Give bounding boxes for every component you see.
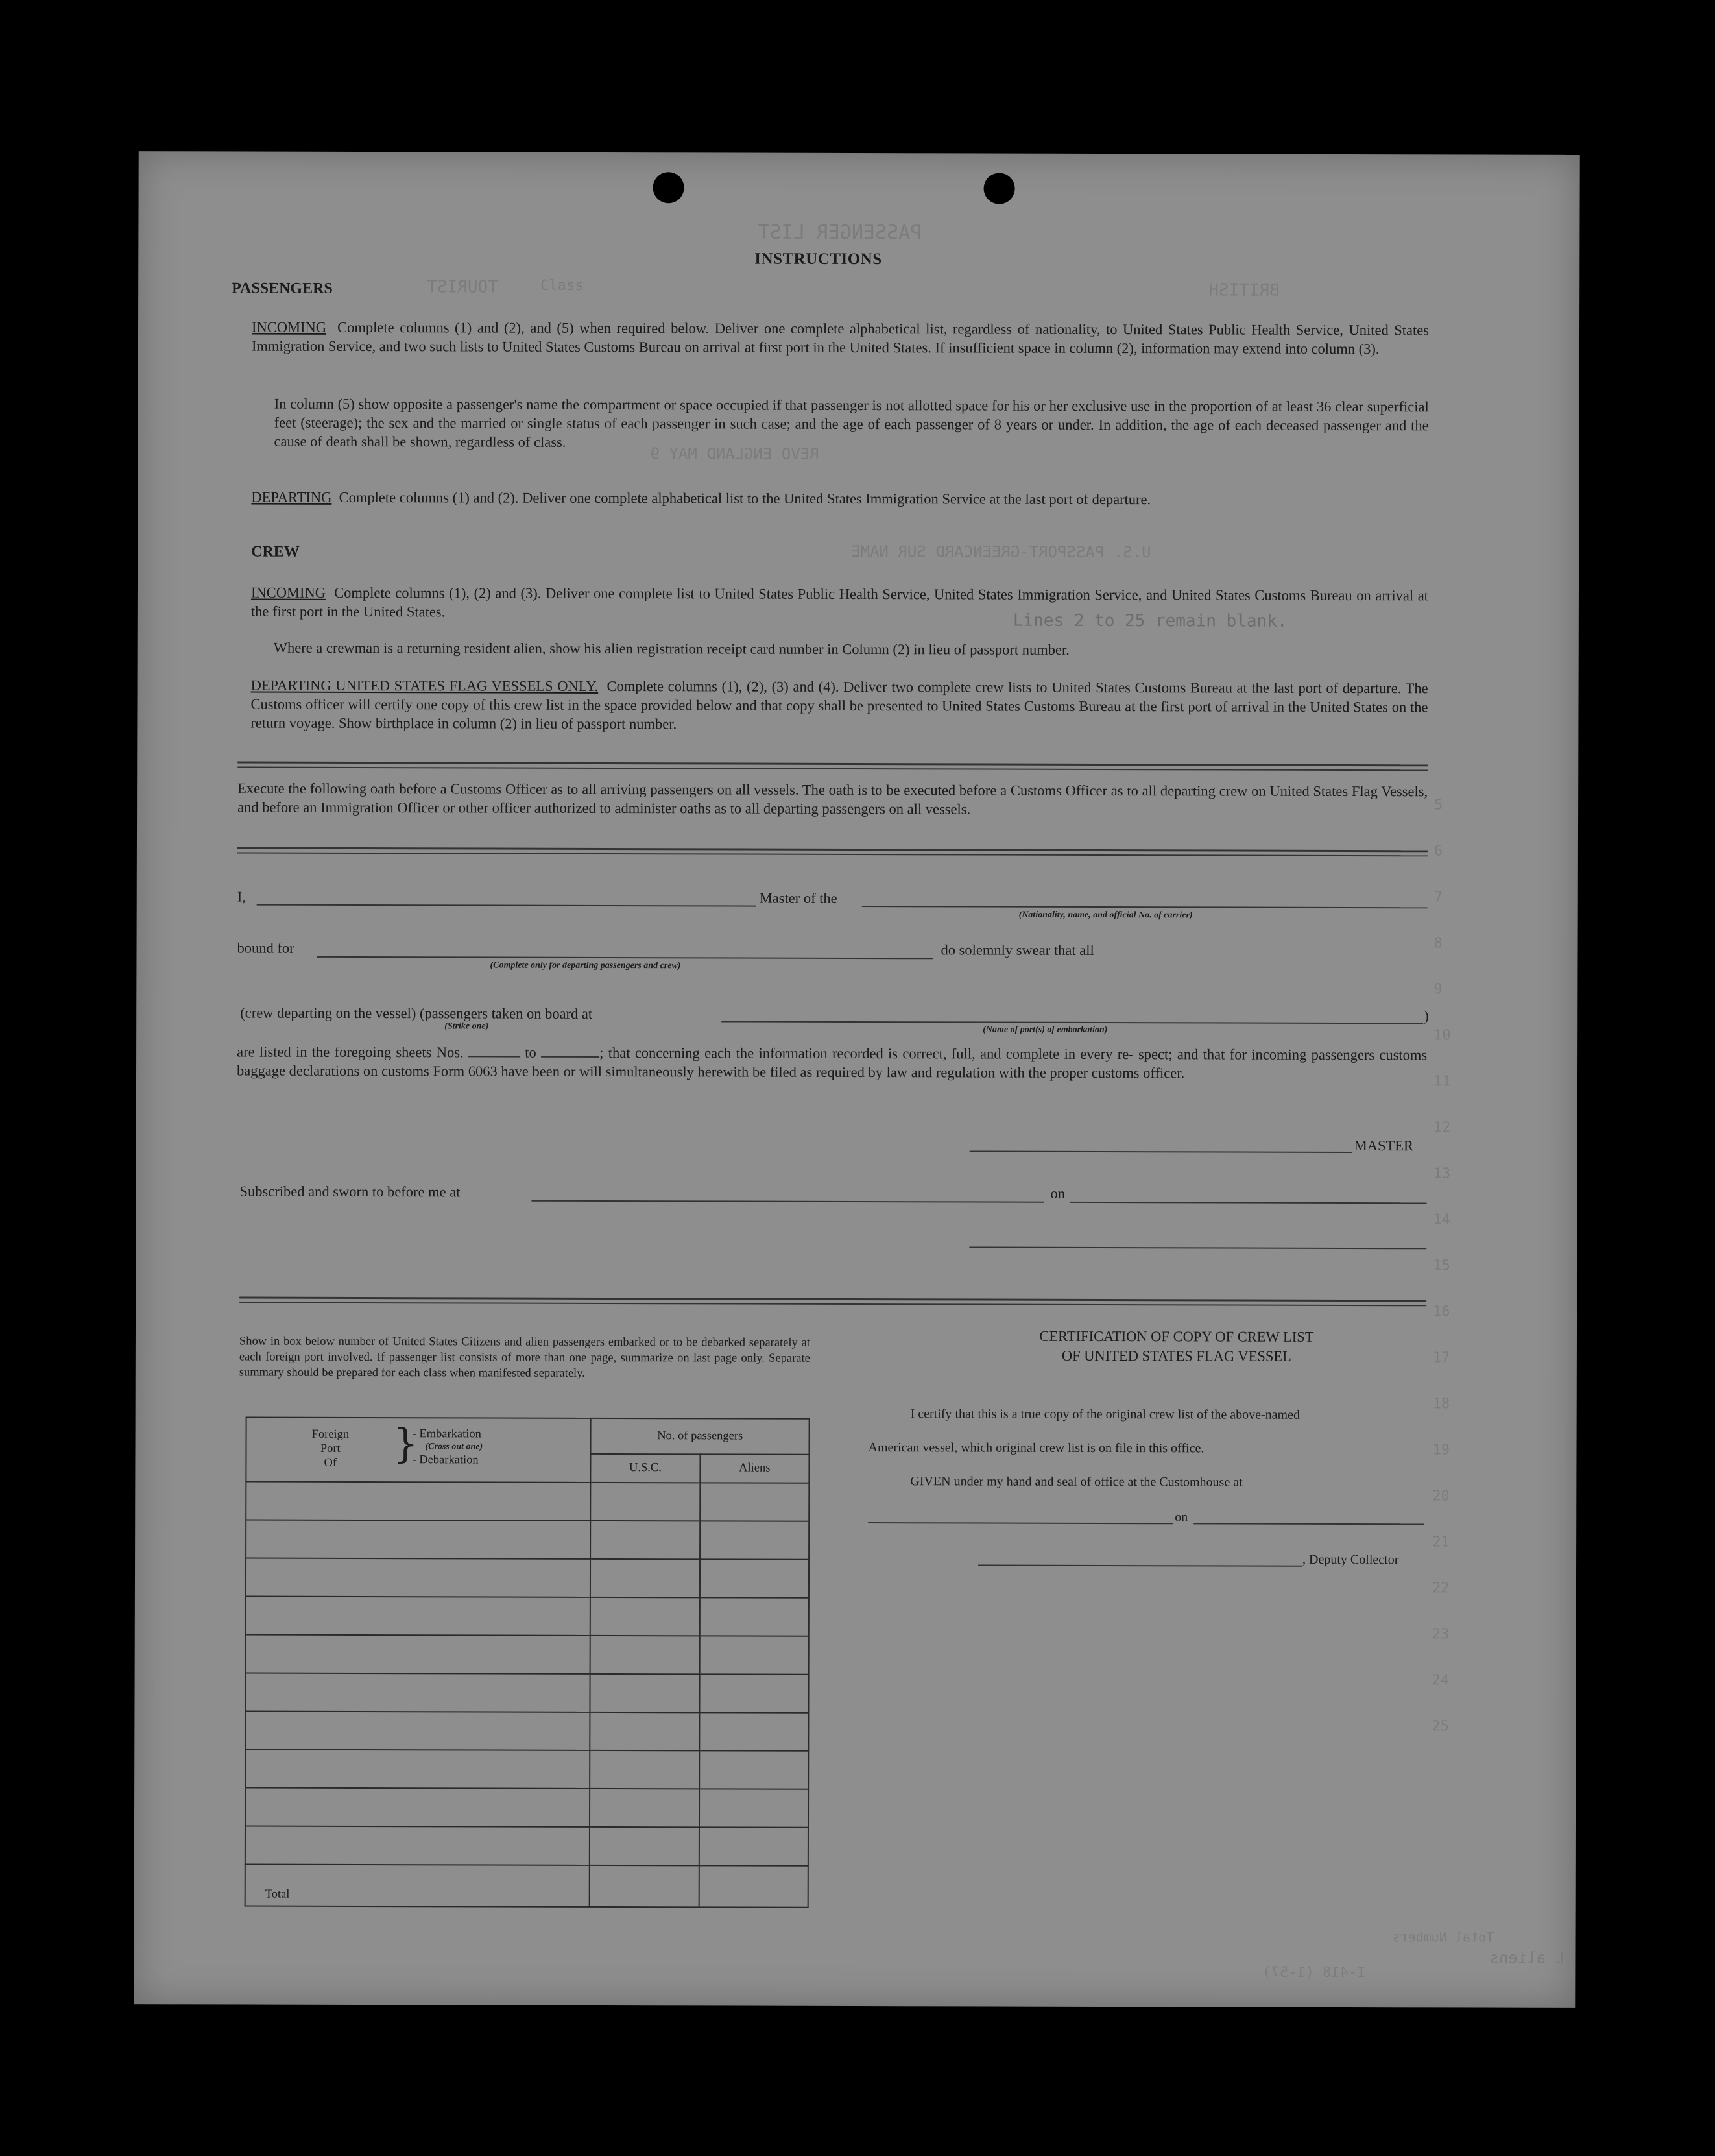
summary-usc-cell[interactable] (590, 1827, 699, 1865)
sheets-suffix: ; that concerning each the information recorded is correct, full, and complete in every re- (599, 1044, 1134, 1063)
crew-heading: CREW (251, 543, 300, 561)
aliens-header: Aliens (700, 1454, 809, 1483)
crew-resident-text: Where a crewman is a returning resident alien, show his alien registration receipt card number in Column (2) in lieu of passport number. (273, 639, 1070, 658)
bleed-line-number: 20 (1432, 1488, 1450, 1505)
summary-aliens-cell[interactable] (699, 1636, 808, 1674)
foreign-port-header (246, 1418, 591, 1483)
bleed-aliens: L aliens (1489, 1948, 1565, 1967)
certification-title-1: CERTIFICATION OF COPY OF CREW LIST (1039, 1327, 1314, 1345)
embarkation-label: - Embarkation (412, 1427, 481, 1441)
divider-2 (237, 847, 1428, 856)
bound-for-label: bound for (237, 939, 294, 956)
summary-total-row (245, 1865, 808, 1908)
summary-row (245, 1712, 808, 1751)
master-name-field[interactable] (257, 904, 756, 907)
usc-header: U.S.C. (591, 1453, 700, 1483)
passengers-column5-text: In column (5) show opposite a passenger's name the compartment or space occupied if that passenger is not allotted space for his or her exclusive use in the proportion of at least 36 clear superficial feet (steerage); the sex and the married or single status of each passenger in such case; and the age of each passenger of 8 years or under. In addition, the age of each deceased passenger and the cause of death shall be shown, regardless of class. (274, 395, 1429, 450)
bleed-tourist: TOURIST (427, 277, 498, 297)
summary-usc-cell[interactable] (590, 1559, 699, 1597)
crew-departing-paragraph (250, 676, 1428, 736)
bleed-line-number: 7 (1433, 889, 1443, 906)
summary-port-cell[interactable] (245, 1788, 590, 1827)
no-of-passengers-header: No. of passengers (591, 1418, 810, 1454)
passengers-departing-paragraph (251, 488, 1428, 510)
bleed-passenger-list: PASSENGER LIST (758, 221, 922, 245)
cert-on-label: on (1175, 1510, 1188, 1525)
bleed-line-number: 16 (1433, 1303, 1450, 1320)
cross-out-caption: (Cross out one) (425, 1442, 483, 1452)
summary-port-cell[interactable] (245, 1673, 590, 1712)
brace-icon: } (392, 1420, 419, 1468)
summary-port-cell[interactable] (246, 1635, 590, 1674)
bleed-line-number: 17 (1432, 1350, 1450, 1366)
bleed-line-number: 12 (1433, 1119, 1451, 1136)
form-page (134, 151, 1579, 2008)
summary-aliens-cell[interactable] (700, 1559, 809, 1597)
crew-incoming-label: INCOMING (250, 584, 326, 601)
summary-row (246, 1520, 809, 1560)
given-line: GIVEN under my hand and seal of office at the Customhouse at (910, 1474, 1243, 1490)
bound-for-field[interactable] (317, 956, 933, 959)
bleed-line-number: 22 (1432, 1580, 1450, 1597)
passengers-incoming-paragraph (252, 318, 1429, 359)
summary-aliens-cell[interactable] (699, 1597, 808, 1636)
master-label: MASTER (1354, 1137, 1414, 1154)
summary-aliens-cell[interactable] (699, 1827, 808, 1865)
bleed-line-number: 21 (1432, 1534, 1450, 1551)
subscribed-date-field[interactable] (1070, 1202, 1427, 1204)
passengers-incoming-label: INCOMING (252, 319, 327, 335)
foreign-port-label-3: Of (324, 1456, 337, 1470)
embarkation-ports-field[interactable] (721, 1021, 1423, 1024)
summary-usc-cell[interactable] (590, 1521, 699, 1559)
sheets-paragraph (237, 1042, 1427, 1083)
bleed-line-number: 15 (1433, 1257, 1450, 1274)
carrier-field[interactable] (862, 906, 1428, 908)
summary-row (246, 1482, 809, 1521)
bleed-line-number: 18 (1432, 1396, 1450, 1412)
subscribed-label: Subscribed and sworn to before me at (239, 1183, 461, 1200)
close-paren: ) (1424, 1008, 1429, 1024)
certify-line-1: I certify that this is a true copy of the original crew list of the above-named (910, 1407, 1301, 1422)
sheets-prefix: are listed in the foregoing sheets Nos. (237, 1043, 464, 1061)
summary-row (246, 1558, 809, 1598)
page-title: INSTRUCTIONS (754, 250, 882, 269)
summary-row (246, 1635, 809, 1675)
passenger-summary-table (245, 1417, 810, 1908)
bleed-line-number: 13 (1433, 1165, 1451, 1182)
summary-row (245, 1826, 808, 1866)
bleed-carrier: BRITISH (1208, 280, 1280, 300)
sheets-continuation: spect; and that for incoming passengers customs baggage declarations on customs Form 6063 have been or will simultaneously herewith be filed as required by law and regulation with the proper customs officer. (237, 1046, 1428, 1082)
bleed-line-number: 25 (1432, 1718, 1449, 1735)
summary-header-row (246, 1418, 809, 1455)
bleed-line-number: 9 (1433, 981, 1443, 998)
deputy-signature-field[interactable] (978, 1564, 1302, 1566)
oath-i-label: I, (237, 888, 246, 905)
summary-usc-cell[interactable] (590, 1750, 699, 1789)
summary-port-cell[interactable] (245, 1712, 590, 1750)
crew-departing-text: Complete columns (1), (2), (3) and (4). Deliver two complete crew lists to United States Customs Bureau at the last port of departure. The Customs officer will certify one copy of this crew list in the space provided below and that copy shall be presented to United States Customs Bureau at the first port of arrival in the United States on the return voyage. Show birthplace in column (2) in lieu of passport number. (250, 677, 1428, 733)
carrier-caption: (Nationality, name, and official No. of carrier) (1018, 910, 1193, 921)
bound-for-caption: (Complete only for departing passengers and crew) (490, 960, 681, 971)
cert-date-field[interactable] (1193, 1523, 1424, 1525)
bleed-line-number: 6 (1433, 843, 1443, 860)
summary-port-cell[interactable] (246, 1597, 590, 1636)
sheet-to-field[interactable] (541, 1043, 599, 1058)
oath-intro: Execute the following oath before a Customs Officer as to all arriving passengers on all vessels. The oath is to be executed before a Customs Officer as to all departing crew on United States Flag Vessels, and before an Immigration Officer or other officer authorized to administer oaths as to all departing passengers on all vessels. (237, 780, 1428, 818)
divider-3 (239, 1297, 1426, 1307)
bleed-line-number: 23 (1432, 1626, 1450, 1643)
subscribed-place-field[interactable] (532, 1200, 1044, 1203)
total-usc-cell[interactable] (590, 1865, 699, 1907)
deputy-collector-label: , Deputy Collector (1302, 1552, 1399, 1568)
punch-hole-right (984, 173, 1015, 204)
total-aliens-cell[interactable] (699, 1865, 808, 1907)
bleed-address: REVO ENGLAND MAY 9 (650, 444, 819, 463)
summary-aliens-cell[interactable] (699, 1712, 808, 1750)
summary-aliens-cell[interactable] (700, 1521, 809, 1559)
passengers-departing-label: DEPARTING (251, 489, 332, 505)
crew-resident-paragraph (274, 638, 1428, 660)
swear-label: do solemnly swear that all (941, 941, 1094, 958)
subscribed-on-label: on (1050, 1185, 1066, 1202)
summary-usc-cell[interactable] (591, 1483, 700, 1521)
crew-passengers-label: (crew departing on the vessel) (passengers taken on board at (240, 1004, 593, 1022)
sheets-to-label: to (525, 1044, 536, 1061)
bleed-line-number: 11 (1433, 1073, 1451, 1090)
summary-aliens-cell[interactable] (699, 1674, 808, 1712)
foreign-port-label-1: Foreign (311, 1427, 350, 1441)
summary-port-cell[interactable] (245, 1750, 590, 1789)
summary-row (245, 1673, 808, 1713)
summary-usc-cell[interactable] (590, 1712, 699, 1750)
master-signature-field[interactable] (970, 1150, 1352, 1153)
customhouse-field[interactable] (868, 1522, 1173, 1524)
certify-line-2: American vessel, which original crew list is on file in this office. (868, 1440, 1205, 1456)
master-of-label: Master of the (759, 890, 837, 906)
summary-aliens-cell[interactable] (699, 1789, 808, 1827)
crew-incoming-text: Complete columns (1), (2) and (3). Deliver one complete list to United States Public Health Service, United States Immigration Service, and United States Customs Bureau on arrival at the first port in the United States. (250, 584, 1428, 620)
bleed-lines-blank: Lines 2 to 25 remain blank. (1013, 611, 1288, 631)
bleed-total-numbers: Total Numbers (1392, 1929, 1494, 1945)
summary-port-cell[interactable] (245, 1826, 590, 1865)
summary-usc-cell[interactable] (590, 1597, 699, 1636)
summary-aliens-cell[interactable] (700, 1483, 809, 1521)
passengers-incoming-text: Complete columns (1) and (2), and (5) when required below. Deliver one complete alphabetical list, regardless of nationality, to United States Public Health Service, United States Immigration Service, and two such lists to United States Customs Bureau on arrival at first port in the United States. If insufficient space in column (2), information may extend into column (3). (251, 319, 1430, 357)
summary-usc-cell[interactable] (590, 1674, 699, 1712)
bleed-vessel-line: U.S. PASSPORT-GREENCARD SUR NAME (851, 542, 1151, 562)
ports-caption: (Name of port(s) of embarkation) (983, 1024, 1108, 1036)
certification-title-2: OF UNITED STATES FLAG VESSEL (1061, 1347, 1291, 1364)
punch-hole-left (653, 172, 684, 203)
divider-1 (237, 761, 1428, 771)
summary-usc-cell[interactable] (590, 1636, 699, 1674)
bleed-line-number: 19 (1432, 1442, 1450, 1459)
passengers-column5-paragraph (274, 394, 1429, 454)
summary-port-cell[interactable] (246, 1520, 590, 1559)
summary-row (245, 1788, 808, 1828)
summary-instructions: Show in box below number of United States Citizens and alien passengers embarked or to be debarked separately at each foreign port involved. If passenger list consists of more than one page, summarize on last page only. Separate summary should be prepared for each class when manifested separately. (239, 1335, 810, 1380)
bleed-form-no: I-418 (1-57) (1262, 1964, 1366, 1981)
summary-port-cell[interactable] (246, 1558, 590, 1597)
passengers-heading: PASSENGERS (232, 280, 333, 297)
foreign-port-label-2: Port (320, 1442, 341, 1455)
sheet-from-field[interactable] (468, 1043, 520, 1057)
passengers-departing-text: Complete columns (1) and (2). Deliver one complete alphabetical list to the United States Immigration Service at the last port of departure. (339, 489, 1151, 508)
strike-caption: (Strike one) (444, 1021, 489, 1032)
summary-port-cell[interactable] (246, 1482, 590, 1521)
bleed-line-number: 24 (1432, 1672, 1450, 1689)
bleed-class-label: Class (540, 277, 584, 294)
summary-row (245, 1750, 808, 1789)
bleed-line-number: 14 (1433, 1211, 1450, 1228)
debarkation-label: - Debarkation (412, 1453, 479, 1467)
summary-aliens-cell[interactable] (699, 1750, 808, 1789)
crew-incoming-paragraph (251, 583, 1428, 624)
officer-signature-field[interactable] (969, 1246, 1426, 1249)
bleed-line-number: 5 (1434, 797, 1443, 814)
crew-departing-label: DEPARTING UNITED STATES FLAG VESSELS ONLY. (250, 677, 599, 694)
summary-row (246, 1597, 809, 1636)
bleed-line-number: 8 (1433, 935, 1443, 952)
summary-usc-cell[interactable] (590, 1789, 699, 1827)
bleed-line-number: 10 (1433, 1027, 1451, 1044)
total-label: Total (245, 1865, 590, 1907)
